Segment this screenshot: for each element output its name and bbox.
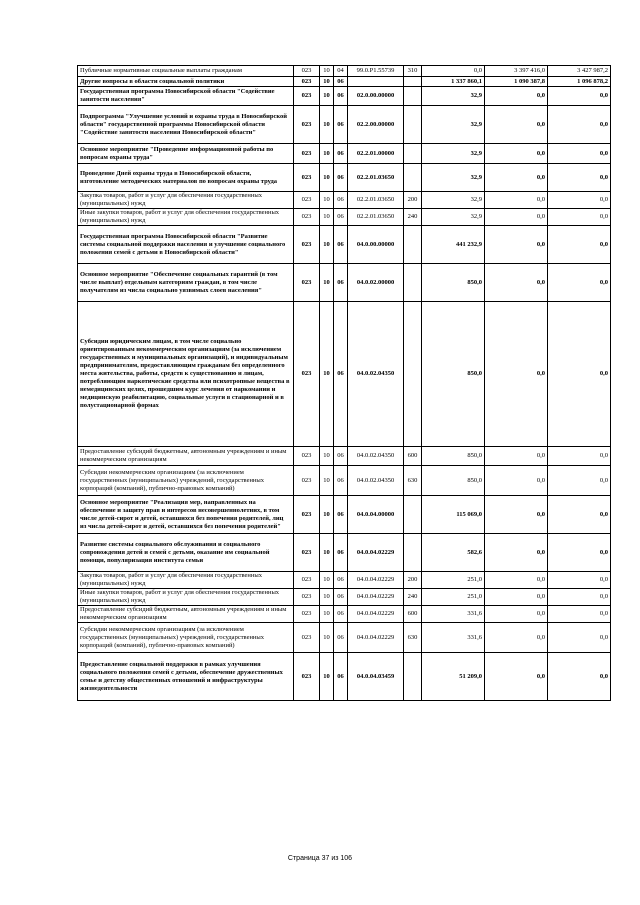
grbs-code: 023 bbox=[294, 466, 320, 496]
amount-year-1: 331,6 bbox=[422, 623, 485, 653]
amount-year-1: 32,9 bbox=[422, 106, 485, 144]
row-name: Другие вопросы в области социальной политики bbox=[78, 77, 294, 87]
section-code: 10 bbox=[320, 192, 334, 209]
amount-year-3: 0,0 bbox=[548, 144, 611, 164]
amount-year-2: 0,0 bbox=[485, 572, 548, 589]
grbs-code: 023 bbox=[294, 623, 320, 653]
expense-type-code: 200 bbox=[404, 192, 422, 209]
amount-year-2: 1 090 387,8 bbox=[485, 77, 548, 87]
amount-year-1: 850,0 bbox=[422, 466, 485, 496]
expense-type-code: 200 bbox=[404, 572, 422, 589]
amount-year-1: 0,0 bbox=[422, 66, 485, 77]
table-row bbox=[78, 264, 611, 302]
table-row bbox=[78, 77, 611, 87]
amount-year-3: 0,0 bbox=[548, 302, 611, 447]
amount-year-2: 0,0 bbox=[485, 106, 548, 144]
expense-type-code: 630 bbox=[404, 466, 422, 496]
amount-year-3: 0,0 bbox=[548, 226, 611, 264]
amount-year-3: 0,0 bbox=[548, 106, 611, 144]
row-name: Предоставление субсидий бюджетным, автономным учреждениям и иным некоммерческим организациям bbox=[78, 606, 294, 623]
expense-type-code bbox=[404, 534, 422, 572]
expense-type-code bbox=[404, 226, 422, 264]
table-row bbox=[78, 209, 611, 226]
row-name: Развитие системы социального обслуживания и социального сопровождения детей и семей с детьми, оказание им социальной помощи, популяризация института семьи bbox=[78, 534, 294, 572]
row-name: Предоставление социальной поддержки в рамках улучшения социального положения семей с детьми, обеспечение дружественных семье и детству общественных отношений и инфраструктуры жизнедеятельности bbox=[78, 653, 294, 701]
table-row bbox=[78, 606, 611, 623]
subsection-code: 06 bbox=[334, 589, 348, 606]
row-name: Предоставление субсидий бюджетным, автономным учреждениям и иным некоммерческим организациям bbox=[78, 447, 294, 466]
expense-type-code bbox=[404, 144, 422, 164]
table-row bbox=[78, 572, 611, 589]
section-code: 10 bbox=[320, 653, 334, 701]
amount-year-2: 0,0 bbox=[485, 589, 548, 606]
target-article-code: 02.0.00.00000 bbox=[348, 87, 404, 106]
grbs-code: 023 bbox=[294, 87, 320, 106]
subsection-code: 06 bbox=[334, 623, 348, 653]
subsection-code: 06 bbox=[334, 192, 348, 209]
amount-year-2: 0,0 bbox=[485, 192, 548, 209]
amount-year-1: 32,9 bbox=[422, 164, 485, 192]
amount-year-1: 582,6 bbox=[422, 534, 485, 572]
target-article-code: 04.0.02.04350 bbox=[348, 447, 404, 466]
expense-type-code: 630 bbox=[404, 623, 422, 653]
amount-year-3: 0,0 bbox=[548, 653, 611, 701]
amount-year-3: 0,0 bbox=[548, 496, 611, 534]
row-name: Проведение Дней охраны труда в Новосибирской области, изготовление методических материалов по вопросам охраны труда bbox=[78, 164, 294, 192]
row-name: Государственная программа Новосибирской области "Развитие системы социальной поддержки населения и улучшение социального положения семей с детьми в Новосибирской области" bbox=[78, 226, 294, 264]
section-code: 10 bbox=[320, 623, 334, 653]
section-code: 10 bbox=[320, 66, 334, 77]
target-article-code: 02.2.01.03650 bbox=[348, 192, 404, 209]
amount-year-1: 32,9 bbox=[422, 192, 485, 209]
table-row bbox=[78, 623, 611, 653]
grbs-code: 023 bbox=[294, 606, 320, 623]
amount-year-3: 0,0 bbox=[548, 572, 611, 589]
row-name: Подпрограмма "Улучшение условий и охраны труда в Новосибирской области" государственной программы Новосибирской области "Содействие занятости населения Новосибирской области" bbox=[78, 106, 294, 144]
target-article-code: 04.0.00.00000 bbox=[348, 226, 404, 264]
target-article-code: 04.0.02.00000 bbox=[348, 264, 404, 302]
target-article-code: 04.0.04.02229 bbox=[348, 589, 404, 606]
amount-year-2: 0,0 bbox=[485, 264, 548, 302]
subsection-code: 06 bbox=[334, 447, 348, 466]
row-name: Иные закупки товаров, работ и услуг для обеспечения государственных (муниципальных) нужд bbox=[78, 209, 294, 226]
row-name: Субсидии юридическим лицам, в том числе социально ориентированным некоммерческим организациям (за исключением государственных и муниципальных организаций), и индивидуальным предпринимателям, предоставляющим гражданам без определенного места жительства, работы, средств к существованию и лицам, потребляющим наркотические средства или психотропные вещества в немедицинских целях, прошедшим курс лечения от наркомании и медицинскую реабилитацию, социальные услуги в стационарной и в полустационарной формах bbox=[78, 302, 294, 447]
grbs-code: 023 bbox=[294, 209, 320, 226]
amount-year-2: 0,0 bbox=[485, 623, 548, 653]
amount-year-2: 0,0 bbox=[485, 87, 548, 106]
table-row bbox=[78, 534, 611, 572]
section-code: 10 bbox=[320, 264, 334, 302]
subsection-code: 06 bbox=[334, 572, 348, 589]
amount-year-2: 0,0 bbox=[485, 302, 548, 447]
amount-year-1: 32,9 bbox=[422, 209, 485, 226]
section-code: 10 bbox=[320, 466, 334, 496]
row-name: Основное мероприятие "Реализация мер, направленных на обеспечение и защиту прав и интересов несовершеннолетних, в том числе детей-сирот и детей, оставшихся без попечения родителей, лиц из числа детей-сирот и детей, оставшихся без попечения родителей" bbox=[78, 496, 294, 534]
expense-type-code: 600 bbox=[404, 606, 422, 623]
row-name: Субсидии некоммерческим организациям (за исключением государственных (муниципальных) учреждений, государственных корпораций (компаний), публично-правовых компаний) bbox=[78, 466, 294, 496]
table-row bbox=[78, 164, 611, 192]
table-row bbox=[78, 496, 611, 534]
subsection-code: 06 bbox=[334, 77, 348, 87]
target-article-code: 04.0.04.02229 bbox=[348, 623, 404, 653]
section-code: 10 bbox=[320, 534, 334, 572]
page-footer: Страница 37 из 106 bbox=[287, 855, 353, 862]
amount-year-1: 251,0 bbox=[422, 589, 485, 606]
subsection-code: 06 bbox=[334, 302, 348, 447]
target-article-code: 99.0.P1.55739 bbox=[348, 66, 404, 77]
expense-type-code bbox=[404, 87, 422, 106]
table-row bbox=[78, 66, 611, 77]
amount-year-2: 0,0 bbox=[485, 606, 548, 623]
grbs-code: 023 bbox=[294, 302, 320, 447]
subsection-code: 06 bbox=[334, 653, 348, 701]
section-code: 10 bbox=[320, 447, 334, 466]
subsection-code: 06 bbox=[334, 466, 348, 496]
row-name: Закупка товаров, работ и услуг для обеспечения государственных (муниципальных) нужд bbox=[78, 192, 294, 209]
grbs-code: 023 bbox=[294, 226, 320, 264]
section-code: 10 bbox=[320, 106, 334, 144]
expense-type-code bbox=[404, 77, 422, 87]
row-name: Закупка товаров, работ и услуг для обеспечения государственных (муниципальных) нужд bbox=[78, 572, 294, 589]
section-code: 10 bbox=[320, 77, 334, 87]
section-code: 10 bbox=[320, 87, 334, 106]
table-row bbox=[78, 589, 611, 606]
table-row bbox=[78, 302, 611, 447]
section-code: 10 bbox=[320, 589, 334, 606]
target-article-code: 02.2.00.00000 bbox=[348, 106, 404, 144]
target-article-code: 04.0.02.04350 bbox=[348, 302, 404, 447]
expense-type-code bbox=[404, 264, 422, 302]
amount-year-1: 1 337 860,1 bbox=[422, 77, 485, 87]
amount-year-1: 32,9 bbox=[422, 87, 485, 106]
table-row bbox=[78, 144, 611, 164]
target-article-code: 04.0.04.02229 bbox=[348, 572, 404, 589]
grbs-code: 023 bbox=[294, 496, 320, 534]
subsection-code: 06 bbox=[334, 264, 348, 302]
amount-year-1: 850,0 bbox=[422, 264, 485, 302]
row-name: Публичные нормативные социальные выплаты гражданам bbox=[78, 66, 294, 77]
section-code: 10 bbox=[320, 209, 334, 226]
amount-year-1: 441 232,9 bbox=[422, 226, 485, 264]
amount-year-2: 0,0 bbox=[485, 447, 548, 466]
grbs-code: 023 bbox=[294, 192, 320, 209]
amount-year-3: 3 427 987,2 bbox=[548, 66, 611, 77]
amount-year-2: 0,0 bbox=[485, 496, 548, 534]
section-code: 10 bbox=[320, 302, 334, 447]
section-code: 10 bbox=[320, 606, 334, 623]
amount-year-1: 850,0 bbox=[422, 302, 485, 447]
row-name: Основное мероприятие "Обеспечение социальных гарантий (в том числе выплат) отдельным категориям граждан, в том числе получателям из числа социально уязвимых слоев населения" bbox=[78, 264, 294, 302]
target-article-code: 04.0.04.02229 bbox=[348, 606, 404, 623]
expense-type-code: 310 bbox=[404, 66, 422, 77]
subsection-code: 06 bbox=[334, 106, 348, 144]
amount-year-3: 0,0 bbox=[548, 534, 611, 572]
section-code: 10 bbox=[320, 164, 334, 192]
row-name: Основное мероприятие "Проведение информационной работы по вопросам охраны труда" bbox=[78, 144, 294, 164]
amount-year-3: 0,0 bbox=[548, 209, 611, 226]
expense-type-code: 600 bbox=[404, 447, 422, 466]
table-row bbox=[78, 447, 611, 466]
subsection-code: 04 bbox=[334, 66, 348, 77]
target-article-code: 04.0.04.02229 bbox=[348, 534, 404, 572]
grbs-code: 023 bbox=[294, 77, 320, 87]
amount-year-3: 0,0 bbox=[548, 447, 611, 466]
target-article-code: 02.2.01.00000 bbox=[348, 144, 404, 164]
grbs-code: 023 bbox=[294, 106, 320, 144]
subsection-code: 06 bbox=[334, 87, 348, 106]
subsection-code: 06 bbox=[334, 164, 348, 192]
amount-year-2: 0,0 bbox=[485, 226, 548, 264]
amount-year-2: 0,0 bbox=[485, 534, 548, 572]
row-name: Иные закупки товаров, работ и услуг для обеспечения государственных (муниципальных) нужд bbox=[78, 589, 294, 606]
amount-year-3: 0,0 bbox=[548, 589, 611, 606]
section-code: 10 bbox=[320, 496, 334, 534]
expense-type-code bbox=[404, 653, 422, 701]
amount-year-3: 0,0 bbox=[548, 192, 611, 209]
amount-year-3: 0,0 bbox=[548, 466, 611, 496]
section-code: 10 bbox=[320, 226, 334, 264]
amount-year-2: 0,0 bbox=[485, 209, 548, 226]
amount-year-1: 115 069,0 bbox=[422, 496, 485, 534]
subsection-code: 06 bbox=[334, 226, 348, 264]
amount-year-3: 0,0 bbox=[548, 606, 611, 623]
amount-year-3: 0,0 bbox=[548, 623, 611, 653]
budget-table bbox=[77, 65, 611, 701]
subsection-code: 06 bbox=[334, 144, 348, 164]
amount-year-2: 0,0 bbox=[485, 466, 548, 496]
table-row bbox=[78, 226, 611, 264]
subsection-code: 06 bbox=[334, 606, 348, 623]
expense-type-code bbox=[404, 496, 422, 534]
amount-year-3: 0,0 bbox=[548, 264, 611, 302]
subsection-code: 06 bbox=[334, 534, 348, 572]
budget-table-container bbox=[77, 65, 610, 701]
expense-type-code bbox=[404, 164, 422, 192]
target-article-code: 02.2.01.03650 bbox=[348, 209, 404, 226]
grbs-code: 023 bbox=[294, 534, 320, 572]
target-article-code: 04.0.02.04350 bbox=[348, 466, 404, 496]
expense-type-code bbox=[404, 106, 422, 144]
amount-year-2: 3 397 416,0 bbox=[485, 66, 548, 77]
table-row bbox=[78, 106, 611, 144]
expense-type-code: 240 bbox=[404, 209, 422, 226]
amount-year-3: 1 096 878,2 bbox=[548, 77, 611, 87]
table-row bbox=[78, 192, 611, 209]
amount-year-1: 331,6 bbox=[422, 606, 485, 623]
row-name: Государственная программа Новосибирской области "Содействие занятости населения" bbox=[78, 87, 294, 106]
amount-year-2: 0,0 bbox=[485, 144, 548, 164]
grbs-code: 023 bbox=[294, 447, 320, 466]
subsection-code: 06 bbox=[334, 209, 348, 226]
amount-year-1: 32,9 bbox=[422, 144, 485, 164]
amount-year-3: 0,0 bbox=[548, 87, 611, 106]
grbs-code: 023 bbox=[294, 589, 320, 606]
target-article-code bbox=[348, 77, 404, 87]
grbs-code: 023 bbox=[294, 653, 320, 701]
amount-year-2: 0,0 bbox=[485, 653, 548, 701]
table-row bbox=[78, 466, 611, 496]
target-article-code: 04.0.04.03459 bbox=[348, 653, 404, 701]
target-article-code: 02.2.01.03650 bbox=[348, 164, 404, 192]
table-row bbox=[78, 653, 611, 701]
amount-year-2: 0,0 bbox=[485, 164, 548, 192]
section-code: 10 bbox=[320, 144, 334, 164]
subsection-code: 06 bbox=[334, 496, 348, 534]
amount-year-1: 51 209,0 bbox=[422, 653, 485, 701]
amount-year-1: 850,0 bbox=[422, 447, 485, 466]
grbs-code: 023 bbox=[294, 66, 320, 77]
row-name: Субсидии некоммерческим организациям (за исключением государственных (муниципальных) учреждений, государственных корпораций (компаний), публично-правовых компаний) bbox=[78, 623, 294, 653]
table-row bbox=[78, 87, 611, 106]
target-article-code: 04.0.04.00000 bbox=[348, 496, 404, 534]
grbs-code: 023 bbox=[294, 264, 320, 302]
expense-type-code: 240 bbox=[404, 589, 422, 606]
grbs-code: 023 bbox=[294, 164, 320, 192]
amount-year-3: 0,0 bbox=[548, 164, 611, 192]
grbs-code: 023 bbox=[294, 144, 320, 164]
section-code: 10 bbox=[320, 572, 334, 589]
grbs-code: 023 bbox=[294, 572, 320, 589]
amount-year-1: 251,0 bbox=[422, 572, 485, 589]
expense-type-code bbox=[404, 302, 422, 447]
